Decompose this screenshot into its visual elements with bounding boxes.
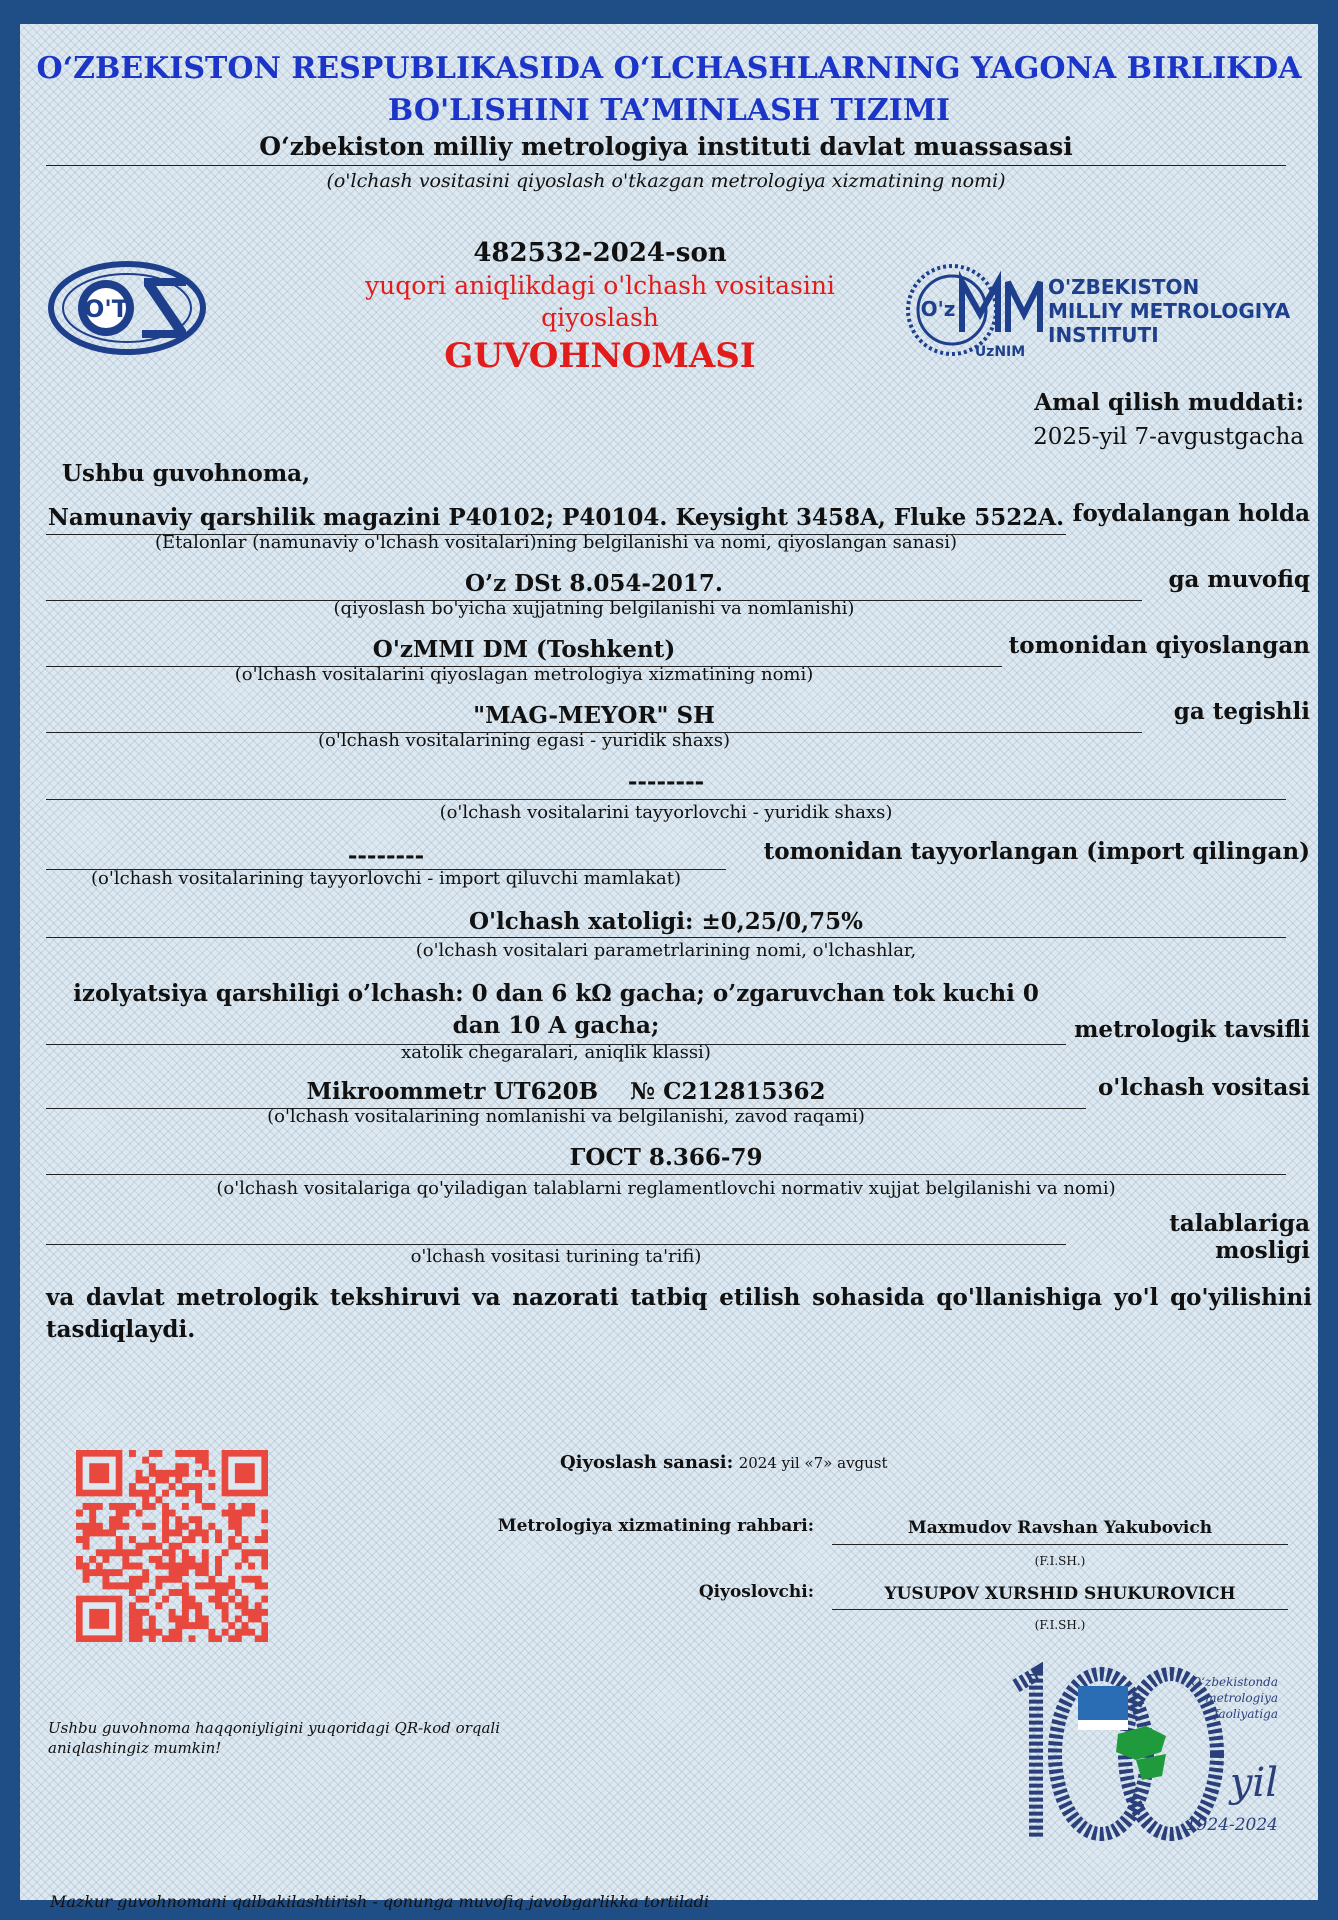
- document-value: O’z DSt 8.054-2017.: [465, 570, 723, 597]
- certificate-number: 482532-2024-son: [473, 238, 727, 268]
- verifier-line: [832, 1609, 1288, 1610]
- country-value: --------: [347, 842, 425, 869]
- institution-caption: (o'lchash vositasini qiyoslash o'tkazgan metrologiya xizmatining nomi): [326, 170, 1006, 192]
- verifier-name: YUSUPOV XURSHID SHUKUROVICH: [884, 1584, 1236, 1604]
- jubilee-emblem: [986, 1656, 1290, 1852]
- logo-left-text: O'T: [83, 295, 129, 323]
- validity-block: [880, 386, 1304, 454]
- etalons-suffix: foydalangan holda: [1072, 500, 1310, 527]
- validity-label: Amal qilish muddati:: [1034, 389, 1304, 416]
- qr-code: [76, 1450, 268, 1642]
- head-name: Maxmudov Ravshan Yakubovich: [907, 1518, 1213, 1538]
- verification-date-label: Qiyoslash sanasi:: [560, 1452, 734, 1473]
- standard-caption: (o'lchash vositalariga qo'yiladigan talablarni reglamentlovchi normativ xujjat belgilanishi va nomi): [216, 1178, 1116, 1199]
- type-line: [46, 1244, 1066, 1245]
- jubilee-years: 1924-2024: [1185, 1815, 1278, 1835]
- document-suffix: ga muvofiq: [1168, 566, 1310, 593]
- document-caption: (qiyoslash bo'yicha xujjatning belgilanishi va nomlanishi): [333, 598, 855, 619]
- verification-date: [560, 1452, 1120, 1473]
- validity-value: 2025-yil 7-avgustgacha: [1033, 424, 1304, 450]
- type-caption: o'lchash vositasi turining ta'rifi): [410, 1246, 702, 1267]
- service-caption: (o'lchash vositalarini qiyoslagan metrologiya xizmatining nomi): [234, 664, 814, 685]
- instrument-suffix: o'lchash vositasi: [1097, 1074, 1310, 1101]
- logo-right-uznim: UzNIM: [974, 344, 1026, 360]
- country-caption: (o'lchash vositalarining tayyorlovchi - import qiluvchi mamlakat): [91, 868, 681, 889]
- country-suffix: tomonidan tayyorlangan (import qilingan): [763, 838, 1310, 865]
- conclusion-text: va davlat metrologik tekshiruvi va nazorati tatbiq etilish sohasida qo'llanishiga yo'l qo'yilishini tasdiqlaydi.: [46, 1284, 1312, 1343]
- certificate-subtitle-line1: yuqori aniqlikdagi o'lchash vositasini: [365, 271, 835, 300]
- type-suffix: talablariga mosligi: [1169, 1210, 1310, 1264]
- logo-right-abbr: O'z: [920, 297, 956, 321]
- manufacturer-line: [46, 799, 1286, 800]
- qr-note: Ushbu guvohnoma haqqoniyligini yuqoridagi QR-kod orqali aniqlashingiz mumkin!: [48, 1719, 501, 1757]
- certificate-heading: [300, 236, 900, 378]
- logo-right-line3: INSTITUTI: [1048, 323, 1159, 347]
- characteristics-value-line2: dan 10 A gacha;: [452, 1012, 660, 1039]
- head-label: Metrologiya xizmatining rahbari:: [497, 1516, 814, 1536]
- owner-value: "MAG-MEYOR" SH: [473, 702, 715, 729]
- standard-value: ГОСТ 8.366-79: [569, 1144, 763, 1171]
- verifier-caption: (F.I.SH.): [1034, 1618, 1086, 1632]
- head-line: [832, 1544, 1288, 1545]
- institution-name: O‘zbekiston milliy metrologiya instituti davlat muassasasi: [259, 132, 1073, 161]
- institution-line: [46, 165, 1286, 166]
- manufacturer-value: --------: [627, 768, 705, 795]
- footer-warning: Mazkur guvohnomani qalbakilashtirish - qonunga muvofiq javobgarlikka tortiladi: [50, 1892, 710, 1910]
- instrument-caption: (o'lchash vositalarining nomlanishi va belgilanishi, zavod raqami): [267, 1106, 865, 1127]
- owner-suffix: ga tegishli: [1173, 698, 1310, 725]
- error-caption: (o'lchash vositalari parametrlarining nomi, o'lchashlar,: [415, 940, 917, 961]
- logo-right-line1: O'ZBEKISTON: [1048, 275, 1200, 299]
- verifier-label: Qiyoslovchi:: [698, 1582, 814, 1602]
- verification-date-value: 2024 yil «7» avgust: [738, 1454, 888, 1472]
- jubilee-yil: yil: [1229, 1760, 1278, 1806]
- head-caption: (F.I.SH.): [1034, 1554, 1086, 1568]
- characteristics-caption: xatolik chegaralari, aniqlik klassi): [401, 1042, 711, 1063]
- etalons-value: Namunaviy qarshilik magazini P40102; P40104. Keysight 3458A, Fluke 5522A.: [47, 504, 1065, 531]
- jubilee-line2: metrologiya: [1205, 1691, 1278, 1705]
- certificate-page: [20, 24, 1318, 1910]
- service-suffix: tomonidan qiyoslangan: [1008, 632, 1310, 659]
- jubilee-line3: faoliyatiga: [1214, 1707, 1278, 1721]
- error-value: O'lchash xatoligi: ±0,25/0,75%: [468, 908, 864, 935]
- owner-caption: (o'lchash vositalarining egasi - yuridik shaxs): [318, 730, 730, 751]
- etalons-caption: (Etalonlar (namunaviy o'lchash vositalari)ning belgilanishi va nomi, qiyoslangan sanasi): [155, 532, 957, 553]
- error-line: [46, 937, 1286, 938]
- characteristics-value-line1: izolyatsiya qarshiligi o’lchash: 0 dan 6 kΩ gacha; o’zgaruvchan tok kuchi 0: [73, 980, 1039, 1007]
- service-value: O'zMMI DM (Toshkent): [372, 636, 676, 663]
- system-title: [20, 48, 1318, 132]
- instrument-value: Mikroommetr UT620B № C212815362: [306, 1078, 826, 1105]
- intro-text: Ushbu guvohnoma,: [62, 460, 311, 487]
- uznim-logo: [904, 258, 1304, 368]
- logo-right-line2: MILLIY METROLOGIYA: [1048, 299, 1291, 323]
- characteristics-suffix: metrologik tavsifli: [1074, 1016, 1310, 1043]
- uzstandard-logo: [48, 260, 206, 356]
- system-title-line2: BO'LISHINI TA’MINLASH TIZIMI: [387, 93, 951, 128]
- characteristics-value: [46, 978, 1066, 1042]
- system-title-line1: O‘ZBEKISTON RESPUBLIKASIDA O‘LCHASHLARNING YAGONA BIRLIKDA: [36, 51, 1302, 86]
- manufacturer-caption: (o'lchash vositalarini tayyorlovchi - yuridik shaxs): [439, 802, 893, 823]
- certificate-title: GUVOHNOMASI: [444, 336, 756, 376]
- jubilee-line1: O‘zbekistonda: [1191, 1675, 1278, 1689]
- certificate-subtitle-line2: qiyoslash: [541, 303, 659, 332]
- standard-line: [46, 1174, 1286, 1175]
